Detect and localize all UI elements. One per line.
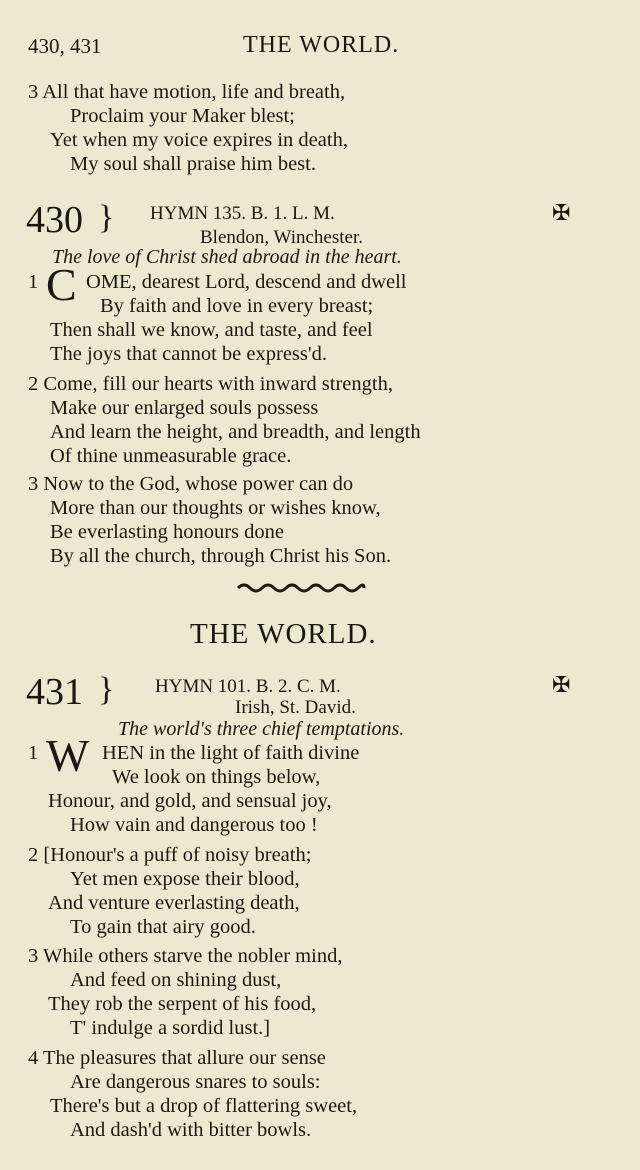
stanza-line: They rob the serpent of his food, bbox=[48, 993, 317, 1015]
stanza-line: And learn the height, and breadth, and length bbox=[50, 421, 421, 443]
stanza-line: 3 While others starve the nobler mind, bbox=[28, 945, 343, 967]
stanza-line: Make our enlarged souls possess bbox=[50, 397, 319, 419]
stanza-line: 2 Come, fill our hearts with inward strength, bbox=[28, 373, 393, 395]
brace-icon: } bbox=[98, 671, 115, 708]
stanza-line: Of thine unmeasurable grace. bbox=[50, 445, 292, 467]
stanza-line: There's but a drop of flattering sweet, bbox=[50, 1095, 358, 1117]
stanza-line: Are dangerous snares to souls: bbox=[70, 1071, 321, 1093]
stanza-line: By all the church, through Christ his Son. bbox=[50, 545, 392, 567]
stanza-line: How vain and dangerous too ! bbox=[70, 814, 318, 836]
stanza-line: Yet when my voice expires in death, bbox=[50, 129, 348, 151]
hymn-heading: HYMN 135. B. 1. L. M. bbox=[150, 203, 335, 224]
stanza-line: OME, dearest Lord, descend and dwell bbox=[86, 271, 407, 293]
stanza-line: More than our thoughts or wishes know, bbox=[50, 497, 381, 519]
cross-ornament-icon: ✠ bbox=[552, 200, 571, 225]
stanza-line: And feed on shining dust, bbox=[70, 969, 282, 991]
cross-ornament-icon: ✠ bbox=[552, 672, 571, 697]
stanza-line: Proclaim your Maker blest; bbox=[70, 105, 295, 127]
stanza-line: By faith and love in every breast; bbox=[100, 295, 374, 317]
stanza-line: Then shall we know, and taste, and feel bbox=[50, 319, 373, 341]
page-numbers: 430, 431 bbox=[28, 34, 102, 58]
hymn-number: 431 bbox=[26, 671, 83, 713]
stanza-line: HEN in the light of faith divine bbox=[102, 742, 360, 764]
stanza-line: Be everlasting honours done bbox=[50, 521, 284, 543]
tune-names: Blendon, Winchester. bbox=[200, 227, 363, 248]
drop-cap: C bbox=[46, 259, 77, 310]
section-title: THE WORLD. bbox=[190, 618, 377, 650]
drop-cap: W bbox=[46, 730, 90, 781]
hymn-number: 430 bbox=[26, 199, 83, 241]
stanza-line: T' indulge a sordid lust.] bbox=[70, 1017, 271, 1039]
wave-separator-icon bbox=[236, 580, 366, 596]
stanza-line: My soul shall praise him best. bbox=[70, 153, 316, 175]
stanza-number: 1 bbox=[28, 271, 39, 293]
stanza-line: And venture everlasting death, bbox=[48, 892, 300, 914]
stanza-line: And dash'd with bitter bowls. bbox=[70, 1119, 312, 1141]
tune-names: Irish, St. David. bbox=[235, 697, 356, 718]
stanza-line: Yet men expose their blood, bbox=[70, 868, 300, 890]
stanza-line: 3 All that have motion, life and breath, bbox=[28, 81, 346, 103]
brace-icon: } bbox=[98, 199, 115, 236]
hymn-subject: The world's three chief temptations. bbox=[118, 718, 405, 740]
stanza-line: The joys that cannot be express'd. bbox=[50, 343, 327, 365]
stanza-number: 1 bbox=[28, 742, 39, 764]
stanza-line: Honour, and gold, and sensual joy, bbox=[48, 790, 332, 812]
running-title: THE WORLD. bbox=[243, 32, 400, 58]
hymn-heading: HYMN 101. B. 2. C. M. bbox=[155, 676, 341, 697]
stanza-line: 4 The pleasures that allure our sense bbox=[28, 1047, 326, 1069]
stanza-line: 2 [Honour's a puff of noisy breath; bbox=[28, 844, 312, 866]
stanza-line: We look on things below, bbox=[112, 766, 321, 788]
hymn-subject: The love of Christ shed abroad in the heart. bbox=[52, 246, 402, 268]
stanza-line: To gain that airy good. bbox=[70, 916, 256, 938]
stanza-line: 3 Now to the God, whose power can do bbox=[28, 473, 354, 495]
